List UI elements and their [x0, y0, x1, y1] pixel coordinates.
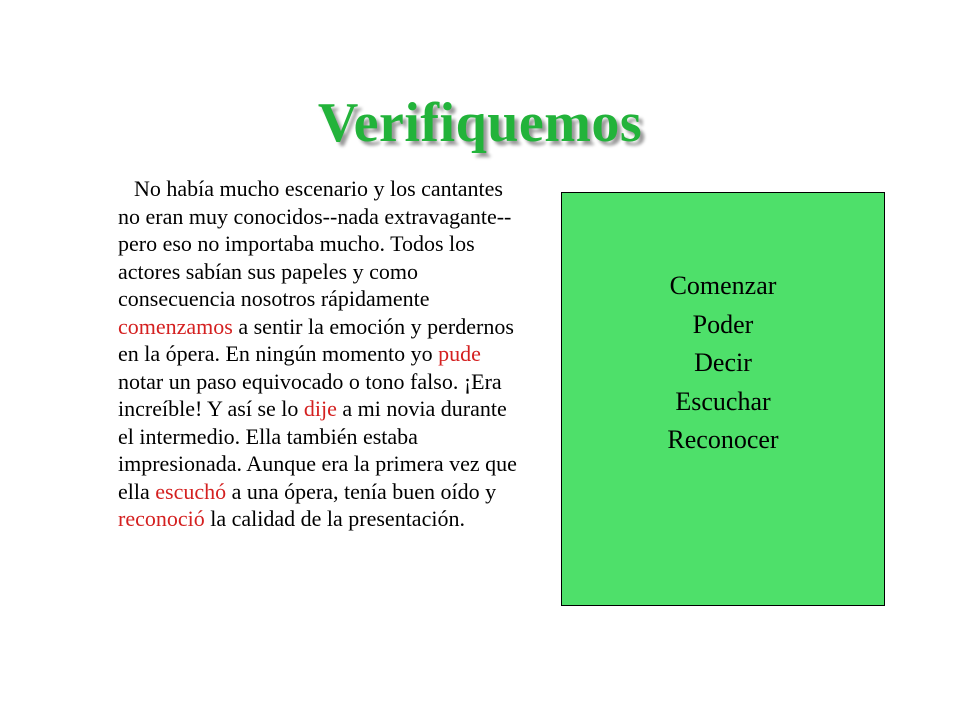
passage-segment: a mi novia durante el intermedio. Ella también estaba impresionada. Aunque era la primera vez que ella: [118, 396, 517, 504]
highlighted-verb-escucho: escuchó: [155, 478, 227, 504]
passage-segment: No había mucho escenario y los cantantes no eran muy conocidos--nada extravagante--pero eso no importaba mucho. Todos los actores sabían sus papeles y como consecuencia nosotros rápidamente: [118, 176, 512, 311]
passage-segment: a una ópera, tenía buen oído y: [226, 478, 497, 504]
verb-item-poder: Poder: [692, 309, 754, 339]
verb-list: [562, 267, 884, 460]
highlighted-verb-reconocio: reconoció: [118, 506, 205, 531]
verb-item-reconocer: Reconocer: [667, 425, 779, 454]
passage-text: [118, 175, 518, 533]
passage-segment: la calidad de la presentación.: [204, 506, 465, 531]
verb-item-comenzar: Comenzar: [669, 271, 777, 300]
slide-title: Verifiquemos: [317, 92, 643, 154]
highlighted-verb-pude: pude: [438, 341, 481, 366]
verb-item-escuchar: Escuchar: [675, 386, 771, 416]
verb-box: [561, 192, 885, 606]
passage-segment: a sentir la emoción y perdernos en la ópera. En ningún momento yo: [118, 313, 514, 366]
verb-item-decir: Decir: [694, 348, 752, 377]
highlighted-verb-dije: dije: [303, 396, 337, 421]
passage-segment: notar un paso equivocado o tono falso. ¡Era increíble! Y así se lo: [118, 368, 502, 421]
highlighted-verb-comenzamos: comenzamos: [118, 313, 233, 339]
